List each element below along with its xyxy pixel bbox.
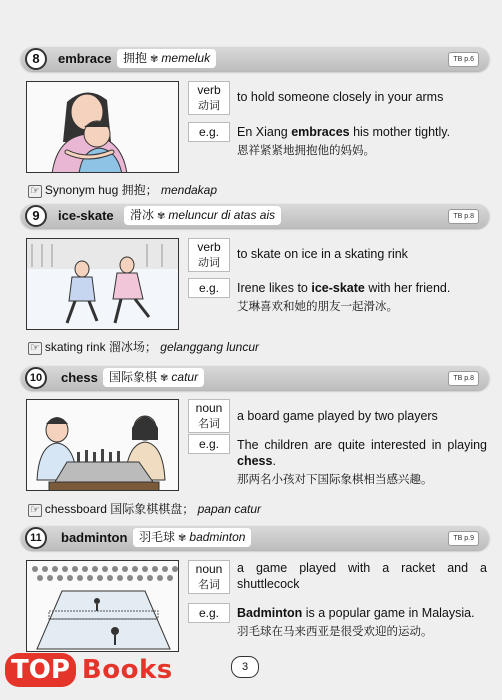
entry-ice-skate (21, 204, 489, 354)
chinese-translation: 滑冰 (130, 208, 155, 222)
pos-chinese: 动词 (198, 99, 220, 112)
example-part: Irene likes to (237, 281, 312, 295)
flower-icon: ✾ (160, 373, 169, 384)
example-label: e.g. (188, 122, 230, 142)
pos-chinese: 名词 (198, 578, 220, 591)
pos-english: verb (197, 83, 221, 97)
example-keyword: ice-skate (311, 281, 365, 295)
chinese-translation: 国际象棋 (109, 370, 158, 384)
flower-icon: ✾ (178, 533, 187, 544)
pointing-hand-icon: ☞ (30, 342, 40, 354)
related-english: skating rink (44, 340, 106, 354)
pos-chinese: 动词 (198, 256, 220, 269)
example-chinese: 艾琳喜欢和她的朋友一起滑冰。 (237, 299, 398, 313)
entry-number: 10 (25, 367, 47, 389)
related-word-line (28, 500, 261, 517)
entry-embrace (21, 47, 489, 197)
flower-icon: ✾ (157, 211, 166, 222)
pos-english: noun (195, 562, 223, 576)
malay-translation: meluncur di atas ais (168, 208, 276, 222)
textbook-page-ref: TB p.9 (448, 531, 479, 546)
related-malay: gelanggang luncur (160, 340, 260, 354)
synonym-line (28, 181, 217, 198)
example-part: En Xiang (237, 125, 292, 139)
example-text (237, 124, 487, 158)
textbook-page-ref: TB p.6 (448, 52, 479, 67)
part-of-speech-box (188, 560, 230, 594)
example-part: The children are quite interested in playing (237, 438, 487, 452)
example-part: . (272, 454, 276, 468)
example-part: his mother tightly. (349, 125, 451, 139)
logo-top: TOP (5, 653, 76, 687)
logo-books: Books (81, 655, 173, 685)
related-english: chessboard (44, 502, 107, 516)
example-label: e.g. (188, 278, 230, 298)
example-keyword: chess (237, 454, 273, 468)
example-part: is a popular game in Malaysia. (302, 606, 475, 620)
entry-word: chess (61, 370, 98, 385)
example-chinese: 羽毛球在马来西亚是很受欢迎的运动。 (237, 624, 433, 638)
pointing-hand-icon: ☞ (30, 185, 40, 197)
page-number: 3 (231, 656, 259, 678)
example-keyword: embraces (291, 125, 350, 139)
example-part: with her friend. (364, 281, 451, 295)
entry-word: badminton (61, 530, 128, 545)
entry-header (21, 204, 489, 228)
example-chinese: 恩祥紧紧地拥抱他的妈妈。 (237, 143, 375, 157)
related-chinese: 溜冰场； (108, 340, 157, 354)
entry-header (21, 366, 489, 390)
related-word-line (28, 338, 259, 355)
entry-badminton (21, 526, 489, 656)
synonym-label: Synonym (44, 183, 95, 197)
example-text (237, 605, 487, 639)
pos-chinese: 名词 (198, 417, 220, 430)
definition-text: a board game played by two players (237, 409, 438, 423)
flower-icon: ✾ (150, 54, 159, 65)
definition-text: to skate on ice in a skating rink (237, 247, 408, 261)
example-text (237, 280, 487, 314)
entry-word: embrace (58, 51, 112, 66)
synonym-chinese: 拥抱； (121, 183, 158, 197)
entry-word: ice-skate (58, 208, 114, 223)
illustration-children-playing-chess (26, 399, 179, 491)
synonym-english: hug (98, 183, 119, 197)
textbook-page-ref: TB p.8 (448, 371, 479, 386)
pos-english: noun (195, 401, 223, 415)
malay-translation: catur (171, 370, 199, 384)
part-of-speech-box (188, 399, 230, 433)
entry-chess (21, 366, 489, 516)
illustration-badminton-court (26, 560, 179, 652)
related-chinese: 国际象棋棋盘； (110, 502, 195, 516)
part-of-speech-box (188, 81, 230, 115)
synonym-malay: mendakap (160, 183, 218, 197)
topbooks-logo (5, 649, 173, 691)
example-text (237, 437, 487, 487)
related-malay: papan catur (197, 502, 262, 516)
entry-header (21, 526, 489, 550)
translation-box (103, 368, 204, 387)
example-label: e.g. (188, 603, 230, 623)
illustration-ice-skating (26, 238, 179, 330)
definition-text: a game played with a racket and a shuttlecock (237, 561, 487, 591)
translation-box (117, 49, 216, 68)
entry-header (21, 47, 489, 71)
pointing-hand-icon: ☞ (30, 504, 40, 516)
entry-number: 11 (25, 527, 47, 549)
pos-english: verb (197, 240, 221, 254)
textbook-page-ref: TB p.8 (448, 209, 479, 224)
translation-box (133, 528, 251, 547)
definition-text: to hold someone closely in your arms (237, 90, 444, 104)
example-label: e.g. (188, 434, 230, 454)
chinese-translation: 拥抱 (123, 51, 148, 65)
malay-translation: badminton (189, 530, 246, 544)
entry-number: 9 (25, 205, 47, 227)
entry-number: 8 (25, 48, 47, 70)
illustration-mother-son-hug (26, 81, 179, 173)
malay-translation: memeluk (161, 51, 211, 65)
example-keyword: Badminton (237, 606, 303, 620)
translation-box (124, 206, 281, 225)
example-chinese: 那两名小孩对下国际象棋相当感兴趣。 (237, 472, 433, 486)
chinese-translation: 羽毛球 (139, 530, 176, 544)
part-of-speech-box (188, 238, 230, 272)
